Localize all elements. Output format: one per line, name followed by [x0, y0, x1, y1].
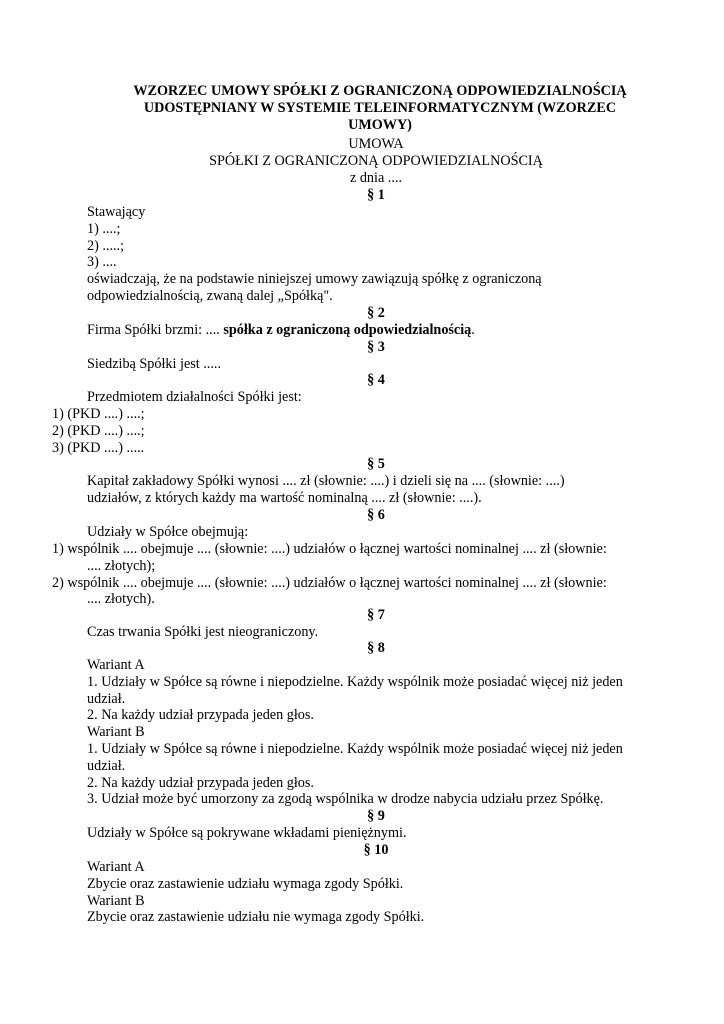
list-item-continuation: .... złotych);: [87, 557, 156, 574]
contract-date: z dnia ....: [349, 169, 402, 186]
variant-b-label: Wariant B: [87, 724, 145, 741]
variant-b-label: Wariant B: [87, 892, 145, 909]
section-10-body: [0, 859, 647, 926]
list-item: 3) (PKD ....) .....: [52, 439, 145, 456]
section-10-heading: § 10: [363, 842, 389, 858]
title-line-1: WZORZEC UMOWY SPÓŁKI Z OGRANICZONĄ ODPOWIEDZIALNOŚCIĄ: [133, 83, 627, 99]
section-5-heading: § 5: [367, 456, 385, 472]
section-9-heading: § 9: [367, 808, 385, 824]
section-8-heading: § 8: [367, 640, 385, 656]
section-4-intro: Przedmiotem działalności Spółki jest:: [87, 389, 302, 405]
contract-subject: SPÓŁKI Z OGRANICZONĄ ODPOWIEDZIALNOŚCIĄ: [209, 152, 543, 169]
variant-b-point-1-cont: udział.: [87, 757, 126, 774]
list-item: 2) wspólnik .... obejmuje .... (słownie: ....) udziałów o łącznej wartości nominalnej .... zł (słownie:: [52, 574, 607, 591]
section-2-text-end: .: [471, 322, 475, 338]
section-2-heading: § 2: [367, 305, 385, 321]
section-6-heading: § 6: [367, 507, 385, 523]
list-item: 1) ....;: [87, 220, 121, 237]
title-line-2: UDOSTĘPNIANY W SYSTEMIE TELEINFORMATYCZNYM (WZORZEC: [143, 99, 617, 116]
variant-a-label: Wariant A: [87, 657, 145, 673]
variant-a-point-1-cont: udział.: [87, 690, 126, 707]
section-2-text-a: Firma Spółki brzmi: ....: [87, 322, 224, 338]
section-4-heading: § 4: [367, 372, 385, 388]
list-item: 3) ....: [87, 254, 117, 271]
section-6-intro: Udziały w Spółce obejmują:: [87, 524, 249, 540]
section-5-line-1: Kapitał zakładowy Spółki wynosi .... zł (słownie: ....) i dzieli się na .... (słownie: ....): [87, 473, 565, 489]
variant-a-label: Wariant A: [87, 859, 145, 875]
variant-a-point-2: 2. Na każdy udział przypada jeden głos.: [87, 707, 314, 724]
company-form: spółka z ograniczoną odpowiedzialnością: [223, 322, 472, 338]
section-8-body: [0, 657, 647, 808]
contract-heading: [14, 136, 724, 186]
variant-b-point-1: 1. Udziały w Spółce są równe i niepodzielne. Każdy wspólnik może posiadać więcej niż jeden: [87, 740, 623, 757]
section-7-heading: § 7: [367, 607, 385, 623]
list-item: 2) .....;: [87, 237, 125, 254]
section-5-body: [0, 473, 647, 507]
section-4-list: [0, 406, 652, 456]
title-line-3: UMOWY): [348, 116, 412, 133]
variant-a-point-1: 1. Udziały w Spółce są równe i niepodzielne. Każdy wspólnik może posiadać więcej niż jeden: [87, 673, 623, 690]
section-3-text: Siedzibą Spółki jest .....: [87, 356, 221, 372]
section-1-intro: Stawający: [87, 204, 146, 220]
variant-b-text: Zbycie oraz zastawienie udziału nie wymaga zgody Spółki.: [87, 909, 425, 926]
contract-type: UMOWA: [348, 136, 404, 152]
list-item: 1) (PKD ....) ....;: [52, 406, 145, 422]
list-item: 2) (PKD ....) ....;: [52, 422, 145, 439]
list-item: 1) wspólnik .... obejmuje .... (słownie: ....) udziałów o łącznej wartości nominalnej .... zł (słownie:: [52, 541, 607, 557]
section-7-text: Czas trwania Spółki jest nieograniczony.: [87, 624, 319, 640]
variant-a-text: Zbycie oraz zastawienie udziału wymaga zgody Spółki.: [87, 875, 404, 892]
section-1-text-1: oświadczają, że na podstawie niniejszej umowy zawiązują spółkę z ograniczoną: [87, 271, 542, 288]
variant-b-point-3: 3. Udział może być umorzony za zgodą wspólnika w drodze nabycia udziału przez Spółkę.: [87, 791, 604, 808]
section-3-heading: § 3: [367, 339, 385, 355]
variant-b-point-2: 2. Na każdy udział przypada jeden głos.: [87, 774, 314, 791]
section-6-list: [0, 541, 652, 608]
section-9-text: Udziały w Spółce są pokrywane wkładami pieniężnymi.: [87, 825, 407, 841]
document-title: [100, 83, 660, 133]
section-1-text-2: odpowiedzialnością, zwaną dalej „Spółką".: [87, 287, 333, 304]
section-2-text: [0, 322, 647, 339]
list-item-continuation: .... złotych).: [87, 591, 155, 608]
section-5-line-2: udziałów, z których każdy ma wartość nominalną .... zł (słownie: ....).: [87, 489, 482, 506]
section-1-heading: § 1: [367, 187, 385, 203]
section-1-body: [0, 204, 647, 305]
